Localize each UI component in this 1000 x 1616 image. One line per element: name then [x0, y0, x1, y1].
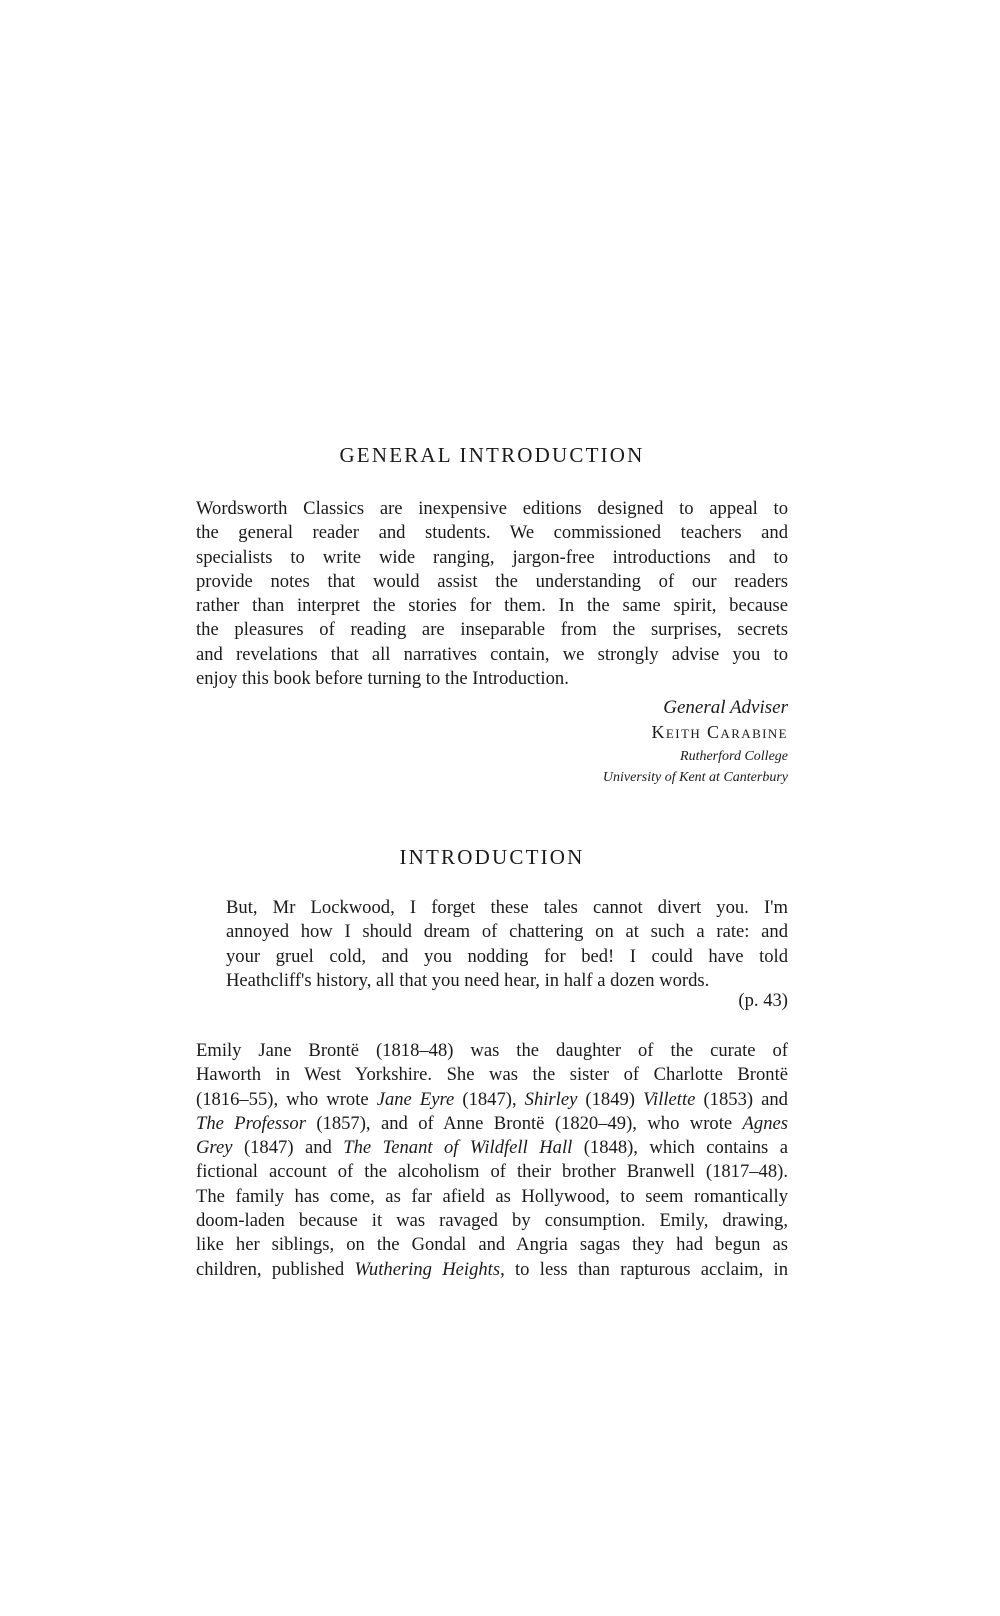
text-run: (1847) and	[232, 1137, 344, 1159]
text-run: (1853) and	[695, 1088, 788, 1110]
text-run: (1848), which contains a	[572, 1137, 788, 1159]
paragraph-line: doom-laden because it was ravaged by consumption. Emily, drawing,	[196, 1210, 788, 1232]
book-title-jane-eyre: Jane Eyre	[376, 1088, 455, 1110]
text-run: children, published	[196, 1258, 355, 1280]
signature-name: Keith Carabine	[651, 722, 788, 742]
paragraph-line	[196, 1258, 788, 1282]
paragraph-line: enjoy this book before turning to the Introduction.	[196, 668, 569, 690]
text-run: (1849)	[577, 1088, 644, 1110]
text-run: (1857), and of Anne Brontë (1820–49), who wrote	[305, 1112, 743, 1134]
epigraph	[226, 896, 788, 993]
paragraph-line: the general reader and students. We commissioned teachers and	[196, 522, 788, 544]
signature-university: University of Kent at Canterbury	[602, 770, 788, 785]
epigraph-citation: (p. 43)	[738, 990, 788, 1011]
introduction-heading: INTRODUCTION	[399, 845, 585, 869]
epigraph-line: annoyed how I should dream of chattering on at such a rate: and	[226, 921, 788, 943]
general-introduction-heading: GENERAL INTRODUCTION	[339, 443, 645, 467]
epigraph-line: But, Mr Lockwood, I forget these tales cannot divert you. I'm	[226, 897, 788, 918]
book-title-agnes: Agnes	[742, 1112, 788, 1134]
signature-role: General Adviser	[663, 697, 788, 718]
book-title-the-professor: The Professor	[196, 1112, 306, 1134]
book-title-villette: Villette	[643, 1088, 696, 1110]
paragraph-line: Wordsworth Classics are inexpensive editions designed to appeal to	[196, 498, 788, 519]
paragraph-line: Haworth in West Yorkshire. She was the sister of Charlotte Brontë	[196, 1064, 788, 1086]
paragraph-line: specialists to write wide ranging, jargon-free introductions and to	[196, 546, 788, 568]
signature-college: Rutherford College	[680, 749, 788, 764]
paragraph-line: like her siblings, on the Gondal and Angria sagas they had begun as	[196, 1234, 788, 1256]
paragraph-line	[196, 1088, 788, 1112]
paragraph-line: Emily Jane Brontë (1818–48) was the daughter of the curate of	[196, 1040, 788, 1061]
introduction-paragraph	[196, 1039, 788, 1282]
text-run: (1816–55), who wrote	[196, 1088, 377, 1110]
paragraph-line: and revelations that all narratives contain, we strongly advise you to	[196, 643, 788, 665]
general-introduction-paragraph	[196, 497, 788, 691]
paragraph-line: provide notes that would assist the understanding of our readers	[196, 570, 788, 592]
book-title-tenant: The Tenant of Wildfell Hall	[343, 1137, 573, 1159]
paragraph-line: rather than interpret the stories for them. In the same spirit, because	[196, 595, 788, 617]
paragraph-line	[196, 1136, 788, 1160]
paragraph-line: fictional account of the alcoholism of their brother Branwell (1817–48).	[196, 1161, 788, 1183]
text-run: (1847),	[454, 1088, 525, 1110]
book-title-grey: Grey	[196, 1137, 233, 1159]
paragraph-line: The family has come, as far afield as Hollywood, to seem romantically	[196, 1185, 788, 1207]
book-title-wuthering-heights: Wuthering Heights	[354, 1258, 501, 1280]
book-title-shirley: Shirley	[524, 1088, 578, 1110]
paragraph-line: the pleasures of reading are inseparable from the surprises, secrets	[196, 619, 788, 641]
text-run: , to less than rapturous acclaim, in	[500, 1258, 788, 1280]
epigraph-line: your gruel cold, and you nodding for bed! I could have told	[226, 945, 788, 967]
book-page	[196, 0, 788, 1616]
paragraph-line	[196, 1112, 788, 1136]
epigraph-line: Heathcliff's history, all that you need hear, in half a dozen words.	[226, 969, 710, 991]
